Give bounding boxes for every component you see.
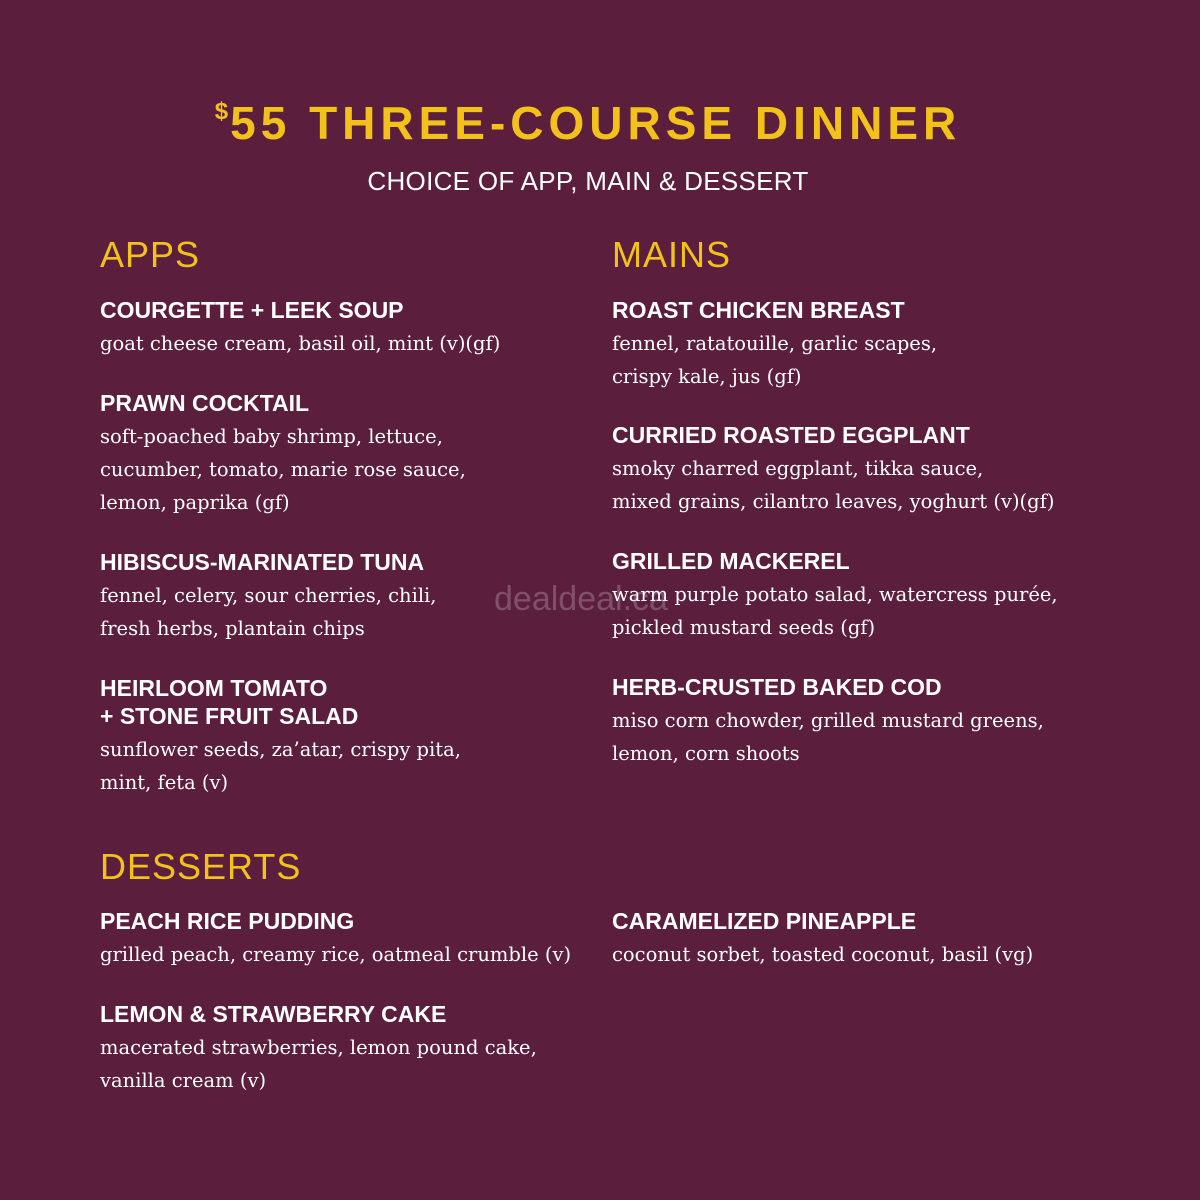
currency-symbol: $ [214,98,229,125]
item-description: grilled peach, creamy rice, oatmeal crumble (v) [100,943,572,966]
menu-item [612,547,1058,644]
item-name: LEMON & STRAWBERRY CAKE [100,1001,447,1027]
mains-heading: MAINS [612,234,732,275]
desserts-heading: DESSERTS [100,846,302,887]
menu-item [612,673,1044,770]
item-description: fennel, celery, sour cherries, chili, fresh herbs, plantain chips [100,584,437,640]
item-description: coconut sorbet, toasted coconut, basil (vg) [612,943,1034,966]
item-name: ROAST CHICKEN BREAST [612,297,905,323]
menu-item [612,296,937,393]
item-description: soft-poached baby shrimp, lettuce, cucumber, tomato, marie rose sauce, lemon, paprika (gf) [100,425,466,514]
menu-subtitle: CHOICE OF APP, MAIN & DESSERT [367,166,809,196]
item-description: warm purple potato salad, watercress purée, pickled mustard seeds (gf) [612,583,1058,639]
menu-item [612,907,1033,971]
item-name: PEACH RICE PUDDING [100,908,355,934]
item-name: CURRIED ROASTED EGGPLANT [612,422,970,448]
menu-title-text: 55 THREE-COURSE DINNER [230,97,962,149]
item-description: macerated strawberries, lemon pound cake, vanilla cream (v) [100,1036,537,1092]
menu-item [100,1000,537,1097]
item-description: fennel, ratatouille, garlic scapes, crispy kale, jus (gf) [612,332,938,388]
item-name: COURGETTE + LEEK SOUP [100,297,404,323]
item-name: CARAMELIZED PINEAPPLE [612,908,917,934]
item-name: GRILLED MACKEREL [612,548,850,574]
menu-item [100,296,500,360]
menu-title [0,96,1176,150]
item-name: PRAWN COCKTAIL [100,390,310,416]
item-description: miso corn chowder, grilled mustard greens, lemon, corn shoots [612,709,1044,765]
menu-item [100,674,461,799]
item-description: goat cheese cream, basil oil, mint (v)(gf) [100,332,501,355]
item-name: HERB-CRUSTED BAKED COD [612,674,942,700]
menu-item [100,389,466,519]
watermark: dealdeal.ca [494,580,668,618]
item-description: smoky charred eggplant, tikka sauce, mixed grains, cilantro leaves, yoghurt (v)(gf) [612,457,1055,513]
apps-heading: APPS [100,234,201,275]
item-description: sunflower seeds, za’atar, crispy pita, mint, feta (v) [100,738,461,794]
menu-item [612,421,1054,518]
item-name: HEIRLOOM TOMATO + STONE FRUIT SALAD [100,675,359,729]
menu-item [100,548,437,645]
menu-item [100,907,571,971]
item-name: HIBISCUS-MARINATED TUNA [100,549,425,575]
